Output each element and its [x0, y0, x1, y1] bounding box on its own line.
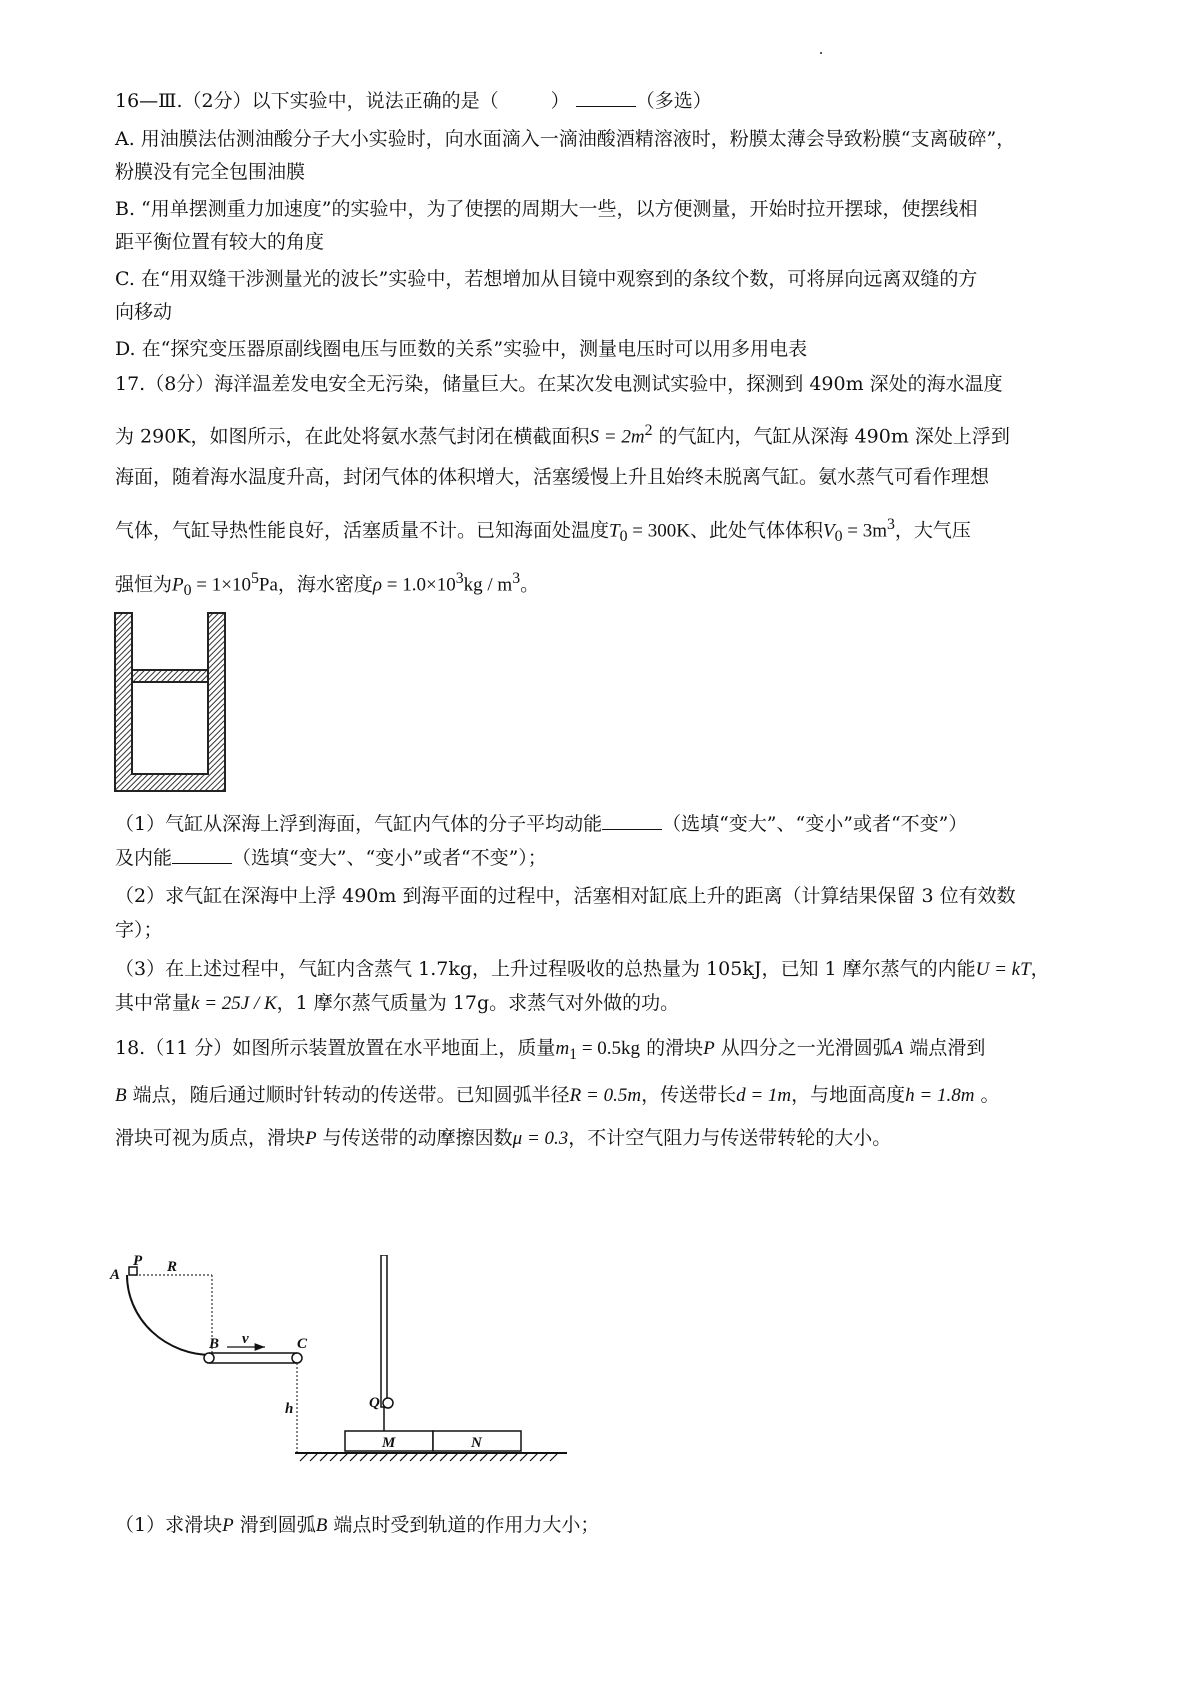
q18-sub1-mid: 滑到圆弧 — [233, 1514, 316, 1536]
ground-hatching — [300, 1453, 558, 1461]
q17-line4 — [115, 512, 971, 550]
q17-sub3-comma: ， — [1030, 958, 1050, 980]
q18-sub1 — [115, 1512, 599, 1539]
q18-friction-formula: μ = 0.3 — [512, 1128, 569, 1149]
q18-p-symbol: P — [703, 1038, 715, 1059]
q18-b-symbol: B — [115, 1085, 127, 1106]
q18-line2-mid2: ，与地面高度 — [791, 1084, 906, 1106]
q17-internal-energy-blank[interactable] — [172, 845, 232, 864]
vertical-pole — [381, 1255, 387, 1407]
q18-p-symbol-2: P — [305, 1128, 317, 1149]
label-c: C — [297, 1336, 308, 1352]
q17-line1: 17.（8分）海洋温差发电安全无污染，储量巨大。在某次发电测试实验中，探测到 490m 深处的海水温度 — [115, 373, 1003, 395]
q17-pressure-unit: Pa — [258, 574, 278, 596]
q18-sub1-p: P — [222, 1515, 234, 1536]
q17-sub3-line2 — [115, 990, 679, 1017]
q17-pressure-value: = 1×10 — [191, 574, 251, 596]
label-n: N — [471, 1435, 482, 1451]
q18-sub1-tail: 端点时受到轨道的作用力大小； — [327, 1514, 600, 1536]
q17-area-formula: S = 2m — [589, 426, 645, 448]
q17-line5 — [115, 566, 539, 604]
q17-line4-mid: 、此处气体体积 — [689, 519, 823, 542]
q17-pressure-sub: 0 — [183, 582, 192, 600]
q18-mass-symbol: m — [555, 1038, 570, 1059]
q17-density-unit-exp: 3 — [512, 570, 521, 587]
q17-sub1-text2: 及内能 — [115, 847, 173, 869]
q17-line2-tail: 的气缸内，气缸从深海 490m 深处上浮到 — [652, 425, 1010, 448]
q17-sub1-text: （1）气缸从深海上浮到海面，气缸内气体的分子平均动能 — [115, 813, 603, 835]
q18-line3-text: 滑块可视为质点，滑块 — [115, 1127, 306, 1149]
q17-sub3-text: （3）在上述过程中，气缸内含蒸气 1.7kg，上升过程吸收的总热量为 105kJ，已知 1 摩尔蒸气的内能 — [115, 958, 976, 980]
q17-constant-formula: k = 25J / K — [191, 993, 277, 1014]
q17-temp-symbol: T — [609, 520, 620, 542]
q17-density-exp: 3 — [455, 570, 464, 587]
q17-line4-text: 气体，气缸导热性能良好，活塞质量不计。已知海面处温度 — [115, 519, 610, 542]
q17-sub3-text2: 其中常量 — [115, 992, 192, 1014]
q17-line2 — [115, 418, 1010, 450]
q16-multi-note: （多选） — [635, 90, 712, 112]
q16-header-paren: ） — [550, 90, 570, 112]
q18-line2 — [115, 1082, 999, 1109]
q16-option-b-line2: 距平衡位置有较大的角度 — [115, 231, 325, 253]
q17-pressure-exp: 5 — [250, 570, 259, 587]
q18-line1-mid: 的滑块 — [640, 1037, 704, 1059]
q18-sub1-b: B — [315, 1515, 328, 1536]
q18-line2-text: 端点，随后通过顺时针转动的传送带。已知圆弧半径 — [126, 1084, 570, 1106]
q16-option-c-line1: C. 在“用双缝干涉测量光的波长”实验中，若想增加从目镜中观察到的条纹个数，可将屏向远离双缝的方 — [115, 268, 978, 290]
q18-a-symbol: A — [891, 1038, 904, 1059]
piston — [132, 670, 208, 682]
cylinder-figure — [110, 608, 250, 798]
q17-sub2-line1: （2）求气缸在深海中上浮 490m 到海平面的过程中，活塞相对缸底上升的距离（计算结果保留 3 位有效数 — [115, 885, 1016, 907]
q16-option-c-line2: 向移动 — [115, 301, 173, 323]
belt-wheel-right — [292, 1353, 302, 1363]
q17-sub3-tail: ，1 摩尔蒸气质量为 17g。求蒸气对外做的功。 — [276, 992, 680, 1014]
q17-line5-mid: ，海水密度 — [277, 573, 373, 596]
q17-line5-text: 强恒为 — [115, 573, 173, 596]
q18-line1-tail: 端点滑到 — [903, 1037, 986, 1059]
q17-vol-symbol: V — [822, 520, 835, 542]
q17-sub1-line2 — [115, 845, 547, 871]
q17-density-value: = 1.0×10 — [382, 574, 456, 596]
q17-line5-tail: 。 — [520, 573, 540, 596]
q18-length-formula: d = 1m — [736, 1085, 792, 1106]
q17-sub1-hint2: （选填“变大”、“变小”或者“不变”）； — [232, 847, 547, 869]
q18-mass-value: = 0.5kg — [577, 1038, 641, 1059]
q18-height-formula: h = 1.8m — [905, 1085, 975, 1106]
q17-sub1-hint: （选填“变大”、“变小”或者“不变”） — [662, 813, 968, 835]
q16-answer-blank[interactable] — [576, 88, 636, 107]
q17-pressure-symbol: P — [172, 574, 184, 596]
label-h: h — [285, 1401, 294, 1417]
q17-density-symbol: ρ — [372, 574, 383, 596]
q18-mass-sub: 1 — [569, 1045, 578, 1063]
q18-line3-tail: ，不计空气阻力与传送带转轮的大小。 — [568, 1127, 892, 1149]
q18-line3-mid: 与传送带的动摩擦因数 — [316, 1127, 513, 1149]
scan-dot — [820, 52, 822, 54]
q18-line1 — [115, 1035, 985, 1068]
q16-option-a-line1: A. 用油膜法估测油酸分子大小实验时，向水面滴入一滴油酸酒精溶液时，粉膜太薄会导致粉膜“支离破碎”， — [115, 128, 1016, 150]
label-v: v — [242, 1331, 249, 1347]
q18-radius-formula: R = 0.5m — [569, 1085, 642, 1106]
q17-temp-sub: 0 — [619, 528, 628, 546]
q18-line1-text: 18.（11 分）如图所示装置放置在水平地面上，质量 — [115, 1037, 556, 1059]
label-r: R — [167, 1259, 178, 1275]
q17-vol-value: = 3m — [842, 520, 887, 542]
q18-line3 — [115, 1125, 891, 1152]
label-m: M — [382, 1435, 396, 1451]
q17-sub3-line1 — [115, 956, 1050, 983]
ball-q — [383, 1398, 393, 1408]
q18-line2-mid: ，传送带长 — [641, 1084, 737, 1106]
label-a: A — [110, 1267, 121, 1283]
label-q: Q — [369, 1395, 380, 1411]
q17-vol-sub: 0 — [834, 528, 843, 546]
q16-header-text: 16—Ⅲ.（2分）以下实验中，说法正确的是（ — [115, 90, 499, 112]
q18-sub1-text: （1）求滑块 — [115, 1514, 223, 1536]
apparatus-figure — [105, 1255, 625, 1505]
q17-sub1-line1 — [115, 811, 967, 837]
q18-line2-tail: 。 — [974, 1084, 1000, 1106]
label-b: B — [209, 1336, 220, 1352]
q17-line2-text: 为 290K，如图所示，在此处将氨水蒸气封闭在横截面积 — [115, 425, 590, 448]
belt-wheel-left — [204, 1353, 214, 1363]
q17-line3: 海面，随着海水温度升高，封闭气体的体积增大，活塞缓慢上升且始终未脱离气缸。氨水蒸气可看作理想 — [115, 466, 990, 488]
q17-sub2-line2: 字）； — [115, 919, 163, 941]
q16-header — [115, 88, 712, 114]
quarter-arc-track — [127, 1275, 212, 1355]
cylinder-wall — [115, 613, 225, 791]
q17-line4-tail: ，大气压 — [894, 519, 971, 542]
q17-kinetic-blank[interactable] — [602, 811, 662, 830]
q17-density-unit: kg / m — [463, 574, 513, 596]
q16-option-b-line1: B. “用单摆测重力加速度”的实验中，为了使摆的周期大一些，以方便测量，开始时拉开摆球，使摆线相 — [115, 198, 978, 220]
q17-temp-value: = 300K — [627, 520, 690, 542]
q17-energy-formula: U = kT — [975, 959, 1031, 980]
q17-area-exp: 2 — [644, 422, 653, 439]
q17-vol-exp: 3 — [887, 516, 895, 533]
q16-option-a-line2: 粉膜没有完全包围油膜 — [115, 161, 306, 183]
q18-line1-mid2: 从四分之一光滑圆弧 — [714, 1037, 892, 1059]
q16-option-d: D. 在“探究变压器原副线圈电压与匝数的关系”实验中，测量电压时可以用多用电表 — [115, 338, 808, 360]
label-p: P — [133, 1255, 143, 1269]
